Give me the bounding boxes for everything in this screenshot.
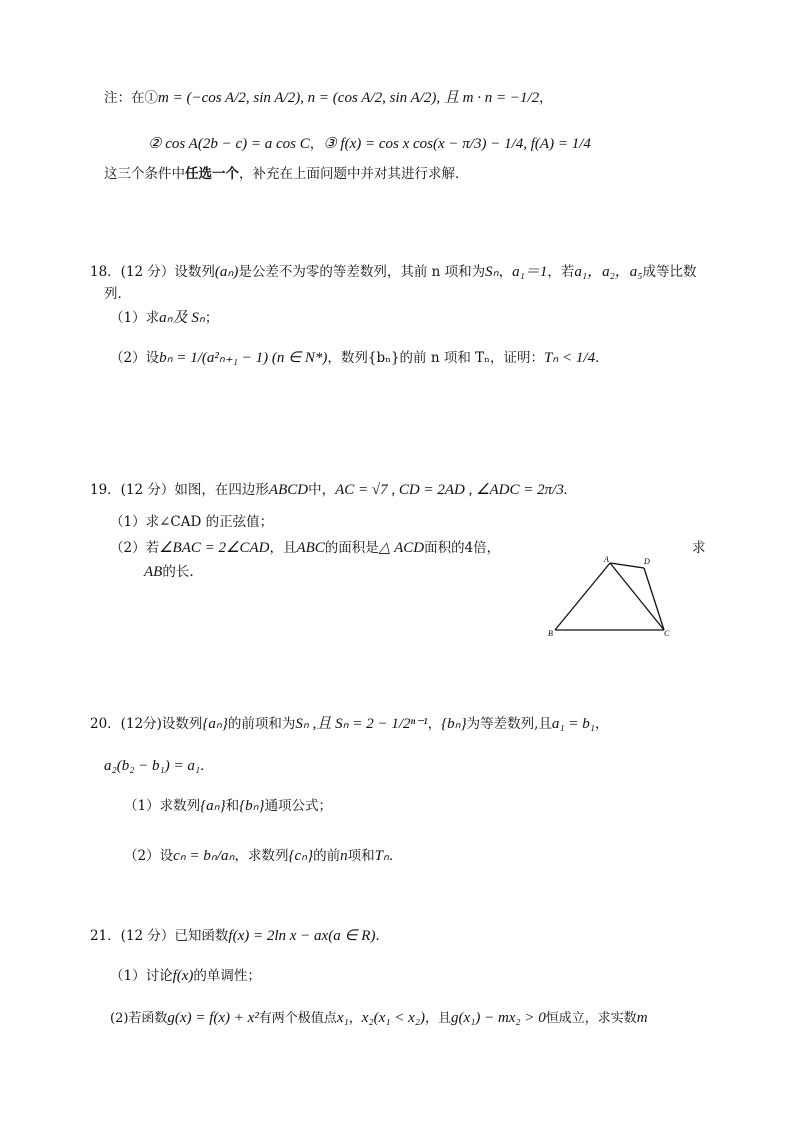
p19-part2-tri2: △ ACD <box>378 540 425 556</box>
edge-ac <box>610 563 664 630</box>
p21-part2-comma: ， <box>348 1011 362 1026</box>
p18-mid: 是公差不为零的等差数列，其前 n 项和为 <box>238 264 486 280</box>
p20-part1-label: （1）求数列 <box>124 798 201 814</box>
p18-part1-label: （1）求 <box>110 310 160 326</box>
p20-part1-mid: 和 <box>225 798 240 814</box>
p20-part2-mid3: 项和 <box>347 848 375 864</box>
p21-part1-math: f(x) <box>172 968 194 984</box>
p18-part1 <box>110 308 218 328</box>
p21-end: ． <box>375 928 389 944</box>
p21-part2-label: (2)若函数 <box>110 1011 168 1026</box>
p20-mid: 的前项和为 <box>227 716 296 732</box>
p20-part1-bn: {bₙ} <box>239 798 265 814</box>
p19-part2-cont <box>144 562 194 582</box>
p17-line3-after: ，补充在上面问题中并对其进行求解． <box>239 166 469 182</box>
p18-line1 <box>90 262 697 282</box>
p21-part2-x1: x₁ <box>336 1010 349 1026</box>
p18-part2-bn: bₙ = 1/(a²ₙ₊₁ − 1) (n ∈ N*) <box>159 350 328 366</box>
p18-mid2: ， <box>498 264 513 280</box>
p17-note-prefix: 注：在① <box>104 90 158 106</box>
p19-part2-math: ∠BAC = 2∠CAD <box>159 540 270 556</box>
edge-dc <box>644 568 664 630</box>
p18-end: 成等比数 <box>642 264 697 280</box>
p17-note-line3 <box>104 164 469 184</box>
p17-note-suffix: ， <box>539 90 553 106</box>
p20-part2-cn2: {cₙ} <box>288 848 314 864</box>
p20-line2-math: a₂(b₂ − b₁) = a₁ <box>104 758 201 774</box>
p20-bn: {bₙ} <box>441 716 467 732</box>
p19-conds: AC = √7 , CD = 2AD , ∠ADC = 2π/3. <box>335 482 568 498</box>
p20-part1-an: {aₙ} <box>200 798 226 814</box>
p20-part2-end: ． <box>388 848 403 864</box>
p20-sn-def: Sₙ ,且 Sₙ = 2 − 1/2ⁿ⁻¹ <box>295 716 428 732</box>
p18-part2-label: （2）设 <box>110 350 160 366</box>
p18-sn: Sₙ <box>485 264 499 280</box>
p20-part2-tn: Tₙ <box>374 848 389 864</box>
label-c: C <box>664 629 670 638</box>
p18-mid3: ，若 <box>547 264 575 280</box>
p18-a1: a₁＝1 <box>512 264 548 280</box>
p21-part2-ineq: g(x₁) − mx₂ > 0 <box>450 1010 546 1026</box>
p17-note-line2 <box>148 134 591 154</box>
p18-line1-cont: 列． <box>104 286 131 302</box>
p21-part2-gx: g(x) = f(x) + x² <box>167 1010 259 1026</box>
p18-an-seq: (aₙ) <box>214 264 239 280</box>
p20-mid3: 为等差数列,且 <box>466 716 552 732</box>
p21-part2-mid2: ，且 <box>424 1011 451 1026</box>
p21-start: 21．(12 分）已知函数 <box>90 928 229 944</box>
p20-part2 <box>124 846 402 866</box>
p21-part2-m: m <box>636 1010 648 1026</box>
p19-part1: （1）求∠CAD 的正弦值； <box>110 514 274 530</box>
p17-cond3-math: ③ f(x) = cos x cos(x − π/3) − 1/4, f(A) = 1/4 <box>323 136 591 152</box>
p21-line1 <box>90 926 389 946</box>
p20-end: ， <box>594 716 609 732</box>
p17-cond1-math: m = (−cos A/2, sin A/2), n = (cos A/2, sin A/2), 且 m · n = −1/2 <box>158 90 540 106</box>
p18-part2-ineq: Tₙ < 1/4 <box>543 350 596 366</box>
p19-cont-end: 的长. <box>162 564 194 580</box>
p20-start: 20．(12分)设数列 <box>90 716 203 732</box>
p17-sep: ， <box>309 136 324 152</box>
p18-part1-end: ； <box>204 310 219 326</box>
p20-line2-end: ． <box>200 758 214 774</box>
p17-cond2-math: ② cos A(2b − c) = a cos C <box>148 136 310 152</box>
p18-part2-mid: ，数列{bₙ}的前 n 项和 Tₙ，证明： <box>327 350 544 366</box>
p20-part2-label: （2）设 <box>124 848 174 864</box>
p21-part2-x2: x₂(x₁ < x₂) <box>361 1010 425 1026</box>
p21-part1-end: 的单调性； <box>193 968 261 984</box>
p19-part2-mid2: 的面积是 <box>324 540 379 556</box>
p18-part1-math: aₙ及 Sₙ <box>159 310 205 326</box>
p18-part2-end: ． <box>595 350 609 366</box>
p17-line3-bold: 任选一个 <box>185 166 239 182</box>
label-d: D <box>644 557 650 566</box>
p19-part2-end: 面积的4倍， <box>424 540 501 556</box>
p21-part1 <box>110 966 261 986</box>
p21-part2 <box>110 1008 648 1029</box>
p20-part2-n: n <box>340 848 348 864</box>
p20-part1 <box>124 796 332 816</box>
p19-part2-start: （2）若 <box>110 540 160 556</box>
p20-a1b1: a₁ = b₁ <box>551 716 595 732</box>
p19-quad: ABCD <box>268 482 309 498</box>
p20-part2-mid2: 的前 <box>313 848 341 864</box>
edge-ad <box>610 563 644 568</box>
p21-part2-mid: 有两个极值点 <box>258 1011 337 1026</box>
p19-ab: AB <box>144 564 163 580</box>
p19-start: 19．(12 分）如图，在四边形 <box>90 482 269 498</box>
p18-part2 <box>110 348 609 368</box>
p20-line1 <box>90 714 608 734</box>
p20-mid2: ， <box>427 716 442 732</box>
label-b: B <box>548 629 553 638</box>
label-a: A <box>604 555 609 564</box>
p20-part2-mid: ，求数列 <box>234 848 289 864</box>
p19-qiu: 求 <box>692 540 706 556</box>
p20-part1-end: 通项公式； <box>264 798 333 814</box>
p19-mid: 中， <box>308 482 336 498</box>
p19-part2 <box>110 538 500 558</box>
p21-part2-end: 恒成立，求实数 <box>545 1011 637 1026</box>
p20-an: {aₙ} <box>202 716 228 732</box>
p20-part2-cn: cₙ = bₙ/aₙ <box>173 848 235 864</box>
p17-line3-before: 这三个条件中 <box>104 166 185 182</box>
edge-ab <box>555 563 610 630</box>
p21-fx-def: f(x) = 2ln x − ax(a ∈ R) <box>228 928 376 944</box>
p19-part2-tri1: ABC <box>296 540 325 556</box>
p20-line2 <box>104 756 214 776</box>
p18-start: 18．(12 分）设数列 <box>90 264 215 280</box>
quadrilateral-figure <box>540 548 680 648</box>
p17-note-line1 <box>104 88 553 108</box>
p21-part1-label: （1）讨论 <box>110 968 173 984</box>
p19-part2-mid: ，且 <box>269 540 297 556</box>
p19-line1 <box>90 480 568 500</box>
p18-aterms: a₁，a₂，a₅ <box>574 264 643 280</box>
